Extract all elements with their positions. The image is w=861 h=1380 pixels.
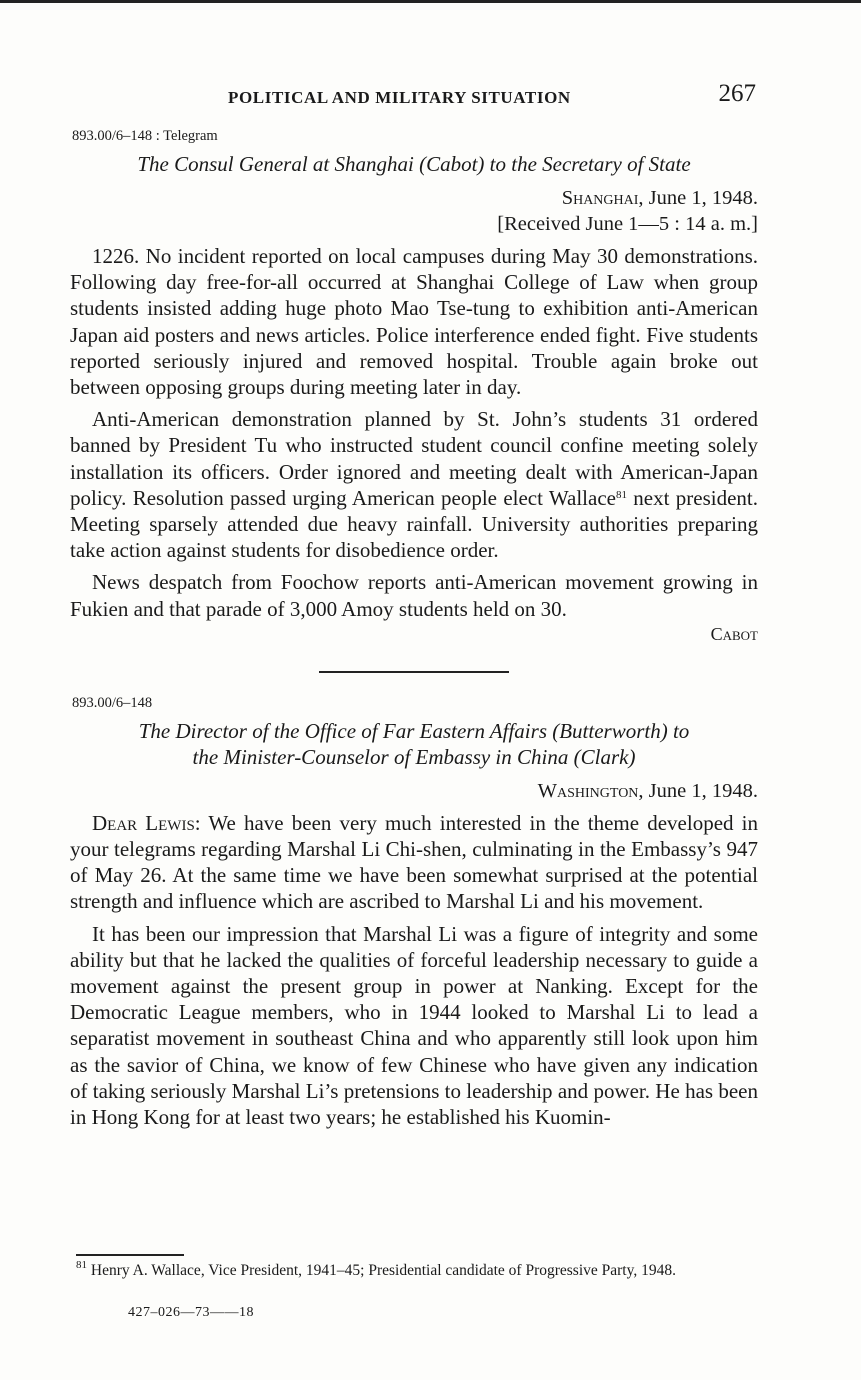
paragraph-text: Anti-American demonstration planned by St. John’s students 31 ordered banned by President Tu who instructed student council confine meeting solely installation its officers. Order ignored and meeting dealt with American-Japan policy. Resolution passed urging American people elect Wallace: [70, 407, 758, 510]
heading-line: The Director of the Office of Far Eastern Affairs (Butterworth) to: [138, 718, 690, 743]
document-heading: The Consul General at Shanghai (Cabot) to the Secretary of State: [137, 152, 691, 176]
dateline-date: June 1, 1948.: [643, 779, 758, 802]
printer-imprint: 427–026—73——18: [128, 1305, 254, 1320]
file-number: 893.00/6–148: [72, 694, 153, 711]
signature: Cabot: [710, 623, 758, 644]
footnote-rule: [76, 1254, 184, 1256]
file-number: 893.00/6–148 : Telegram: [72, 128, 218, 144]
page-number: 267: [718, 80, 756, 107]
paragraph-text: next president. Meeting sparsely attended due heavy rainfall. University authorities preparing take action against students for disobedience order.: [70, 485, 758, 563]
salutation: Dear Lewis:: [92, 810, 201, 835]
running-head: POLITICAL AND MILITARY SITUATION: [228, 88, 571, 107]
footnote: [76, 1259, 760, 1280]
footnote-text: Henry A. Wallace, Vice President, 1941–45; Presidential candidate of Progressive Party, 1948.: [87, 1262, 676, 1279]
dateline: [70, 185, 758, 211]
body-paragraph: It has been our impression that Marshal Li was a figure of integrity and some ability but that he lacked the qualities of forceful leadership necessary to guide a movement against the present group in power at Nanking. Except for the Democratic League members, who in 1944 looked to Marshal Li to lead a separatist movement in southeast China and who apparently still look upon him as the savior of China, we know of few Chinese who have given any indication of taking seriously Marshal Li’s pretensions to leadership and power. He has been in Hong Kong for at least two years; he established his Kuomin-: [70, 921, 758, 1130]
document-heading: [70, 718, 758, 770]
dateline: [70, 778, 758, 804]
body-paragraph: [70, 810, 758, 915]
page-content: [70, 128, 758, 1130]
section-divider: [319, 671, 509, 673]
body-paragraph: [70, 406, 758, 563]
document-telegram: [70, 128, 758, 645]
page-header: [70, 80, 760, 116]
top-border-rule: [0, 0, 861, 3]
footnote-reference: 81: [615, 488, 627, 501]
paragraph-text: We have been very much interested in the theme developed in your telegrams regarding Marshal Li Chi-shen, culminating in the Embassy’s 947 of May 26. At the same time we have been somewhat surprised at the potential strength and influence which are ascribed to Marshal Li and his movement.: [70, 810, 758, 914]
dateline-date: June 1, 1948.: [643, 187, 758, 209]
footnote-number: 81: [76, 1259, 87, 1271]
body-paragraph: News despatch from Foochow reports anti-American movement growing in Fukien and that parade of 3,000 Amoy students held on 30.: [70, 570, 758, 621]
body-paragraph: 1226. No incident reported on local campuses during May 30 demonstrations. Following day free-for-all occurred at Shanghai College of Law when group students insisted adding huge photo Mao Tse-tung to exhibition anti-American Japan aid posters and news articles. Police interference ended fight. Five students reported seriously injured and removed hospital. Trouble again broke out between opposing groups during meeting later in day.: [70, 244, 758, 400]
heading-line: the Minister-Counselor of Embassy in China (Clark): [192, 744, 636, 769]
dateline-place: Shanghai,: [561, 187, 644, 209]
document-letter: [70, 695, 758, 1130]
received-line: [Received June 1—5 : 14 a. m.]: [497, 213, 758, 235]
dateline-place: Washington,: [537, 779, 644, 802]
